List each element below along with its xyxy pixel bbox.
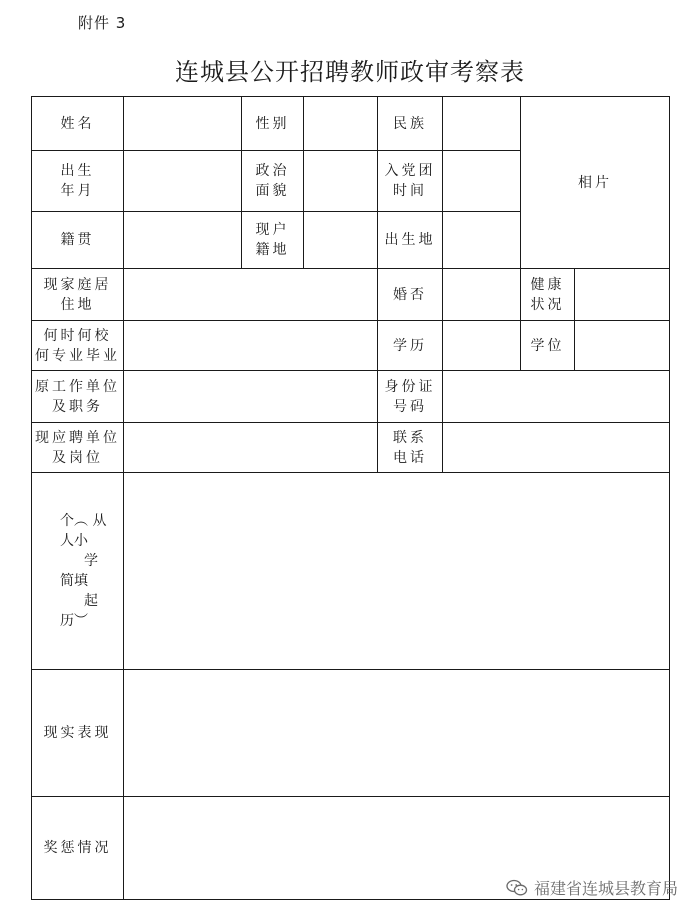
gender-field[interactable] <box>304 97 378 151</box>
photo-box[interactable] <box>521 97 670 269</box>
previous-work-field[interactable] <box>124 371 378 423</box>
party-join-date-label: 入党团 时间 <box>378 151 443 212</box>
degree-label: 学位 <box>521 321 575 371</box>
row-applied-position <box>32 423 670 473</box>
health-field[interactable] <box>575 269 670 321</box>
row-performance <box>32 670 670 797</box>
id-number-label: 身份证 号码 <box>378 371 443 423</box>
watermark-text: 福建省连城县教育局 <box>533 879 678 898</box>
health-label: 健康 状况 <box>521 269 575 321</box>
address-field[interactable] <box>124 269 378 321</box>
marital-label: 婚否 <box>378 269 443 321</box>
phone-label: 联系 电话 <box>378 423 443 473</box>
graduation-label: 何时何校 何专业毕业 <box>32 321 124 371</box>
previous-work-label: 原工作单位 及职务 <box>32 371 124 423</box>
resume-label: 个︵ 从 人小 学 简填 起 历︶ <box>32 473 124 670</box>
phone-field[interactable] <box>443 423 670 473</box>
gender-label: 性别 <box>242 97 304 151</box>
applied-position-field[interactable] <box>124 423 378 473</box>
political-status-label: 政治 面貌 <box>242 151 304 212</box>
photo-label: 相片 <box>578 174 612 191</box>
attachment-label: 附件 3 <box>78 14 127 32</box>
education-field[interactable] <box>443 321 521 371</box>
row-basic-1 <box>32 97 670 151</box>
resume-field[interactable] <box>124 473 670 670</box>
household-label: 现户 籍地 <box>242 212 304 269</box>
applied-position-label: 现应聘单位 及岗位 <box>32 423 124 473</box>
row-resume <box>32 473 670 670</box>
marital-field[interactable] <box>443 269 521 321</box>
name-field[interactable] <box>124 97 242 151</box>
row-school <box>32 321 670 371</box>
education-label: 学历 <box>378 321 443 371</box>
name-label: 姓名 <box>32 97 124 151</box>
birthplace-label: 出生地 <box>378 212 443 269</box>
row-previous-work <box>32 371 670 423</box>
graduation-field[interactable] <box>124 321 378 371</box>
party-join-date-field[interactable] <box>443 151 521 212</box>
native-place-label: 籍贯 <box>32 212 124 269</box>
performance-field[interactable] <box>124 670 670 797</box>
rewards-label: 奖惩情况 <box>32 797 124 900</box>
political-status-field[interactable] <box>304 151 378 212</box>
id-number-field[interactable] <box>443 371 670 423</box>
birthplace-field[interactable] <box>443 212 521 269</box>
household-field[interactable] <box>304 212 378 269</box>
wechat-icon <box>506 879 528 897</box>
ethnicity-field[interactable] <box>443 97 521 151</box>
birth-date-field[interactable] <box>124 151 242 212</box>
ethnicity-label: 民族 <box>378 97 443 151</box>
native-place-field[interactable] <box>124 212 242 269</box>
birth-date-label: 出生 年月 <box>32 151 124 212</box>
row-address <box>32 269 670 321</box>
degree-field[interactable] <box>575 321 670 371</box>
address-label: 现家庭居 住地 <box>32 269 124 321</box>
performance-label: 现实表现 <box>32 670 124 797</box>
watermark <box>506 876 678 899</box>
review-form-table <box>31 96 670 900</box>
document-title: 连城县公开招聘教师政审考察表 <box>175 58 525 86</box>
